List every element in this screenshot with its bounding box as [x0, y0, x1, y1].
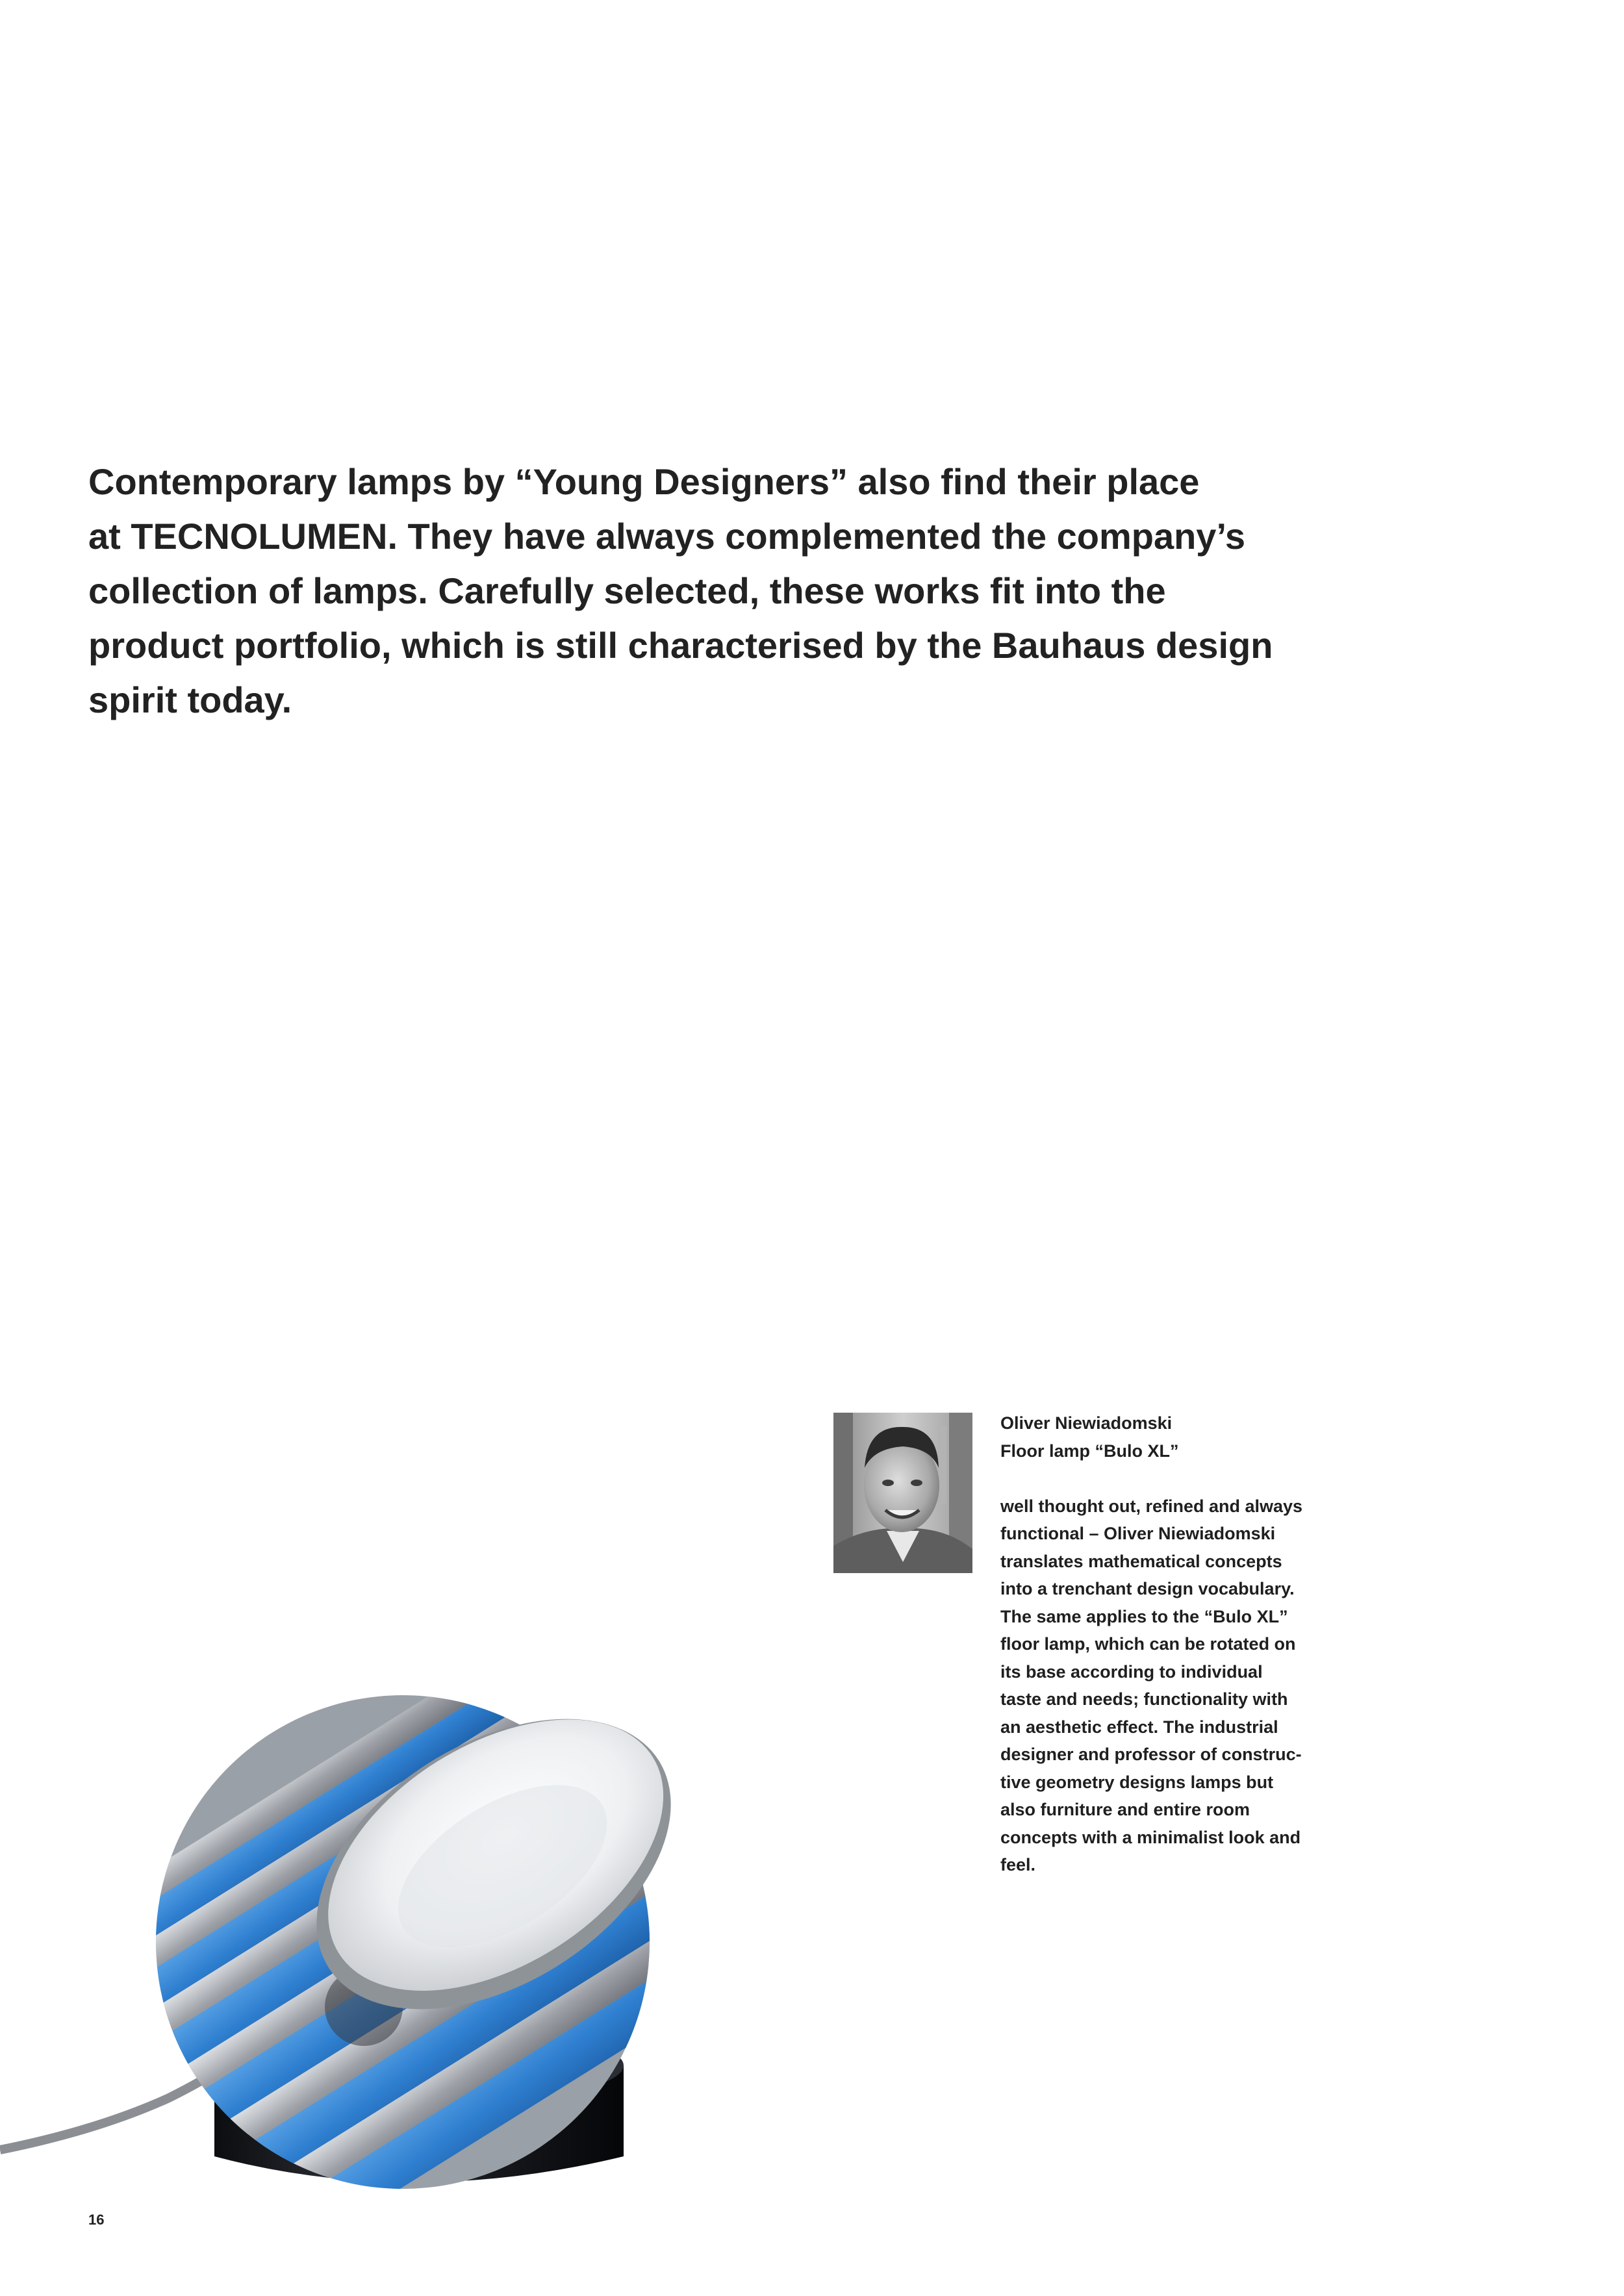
bio-line: The same applies to the “Bulo XL” — [1000, 1606, 1288, 1626]
designer-bio — [1000, 1409, 1325, 1879]
bio-line: functional – Oliver Niewiadomski — [1000, 1524, 1276, 1543]
bio-line: an aesthetic effect. The industrial — [1000, 1717, 1278, 1737]
intro-line: collection of lamps. Carefully selected, these works fit into the — [88, 570, 1166, 611]
designer-portrait-photo — [833, 1413, 972, 1573]
lamp-illustration — [0, 1585, 728, 2228]
intro-line: Contemporary lamps by “Young Designers” also find their place — [88, 461, 1200, 502]
bio-line: concepts with a minimalist look and — [1000, 1827, 1301, 1847]
product-name: Floor lamp “Bulo XL” — [1000, 1441, 1179, 1461]
bio-line: translates mathematical concepts — [1000, 1551, 1282, 1571]
page-number: 16 — [88, 2212, 105, 2228]
intro-line: product portfolio, which is still characterised by the Bauhaus design — [88, 625, 1273, 666]
bio-line: also furniture and entire room — [1000, 1800, 1250, 1819]
bio-line: its base according to individual — [1000, 1661, 1263, 1682]
bio-line: tive geometry designs lamps but — [1000, 1772, 1274, 1792]
bio-line: feel. — [1000, 1855, 1036, 1874]
intro-line: spirit today. — [88, 679, 292, 720]
lamp-cable — [0, 2069, 221, 2150]
bio-line: taste and needs; functionality with — [1000, 1689, 1288, 1709]
bio-spacer — [1000, 1465, 1325, 1493]
bio-line: into a trenchant design vocabulary. — [1000, 1579, 1295, 1598]
bio-line: designer and professor of construc- — [1000, 1745, 1302, 1764]
bulo-xl-lamp-image — [0, 1585, 728, 2228]
bio-line: floor lamp, which can be rotated on — [1000, 1634, 1296, 1654]
designer-portrait — [833, 1413, 972, 1573]
intro-paragraph — [88, 455, 1273, 727]
designer-name: Oliver Niewiadomski — [1000, 1413, 1173, 1433]
intro-line: at TECNOLUMEN. They have always complemented the company’s — [88, 516, 1246, 557]
bio-line: well thought out, refined and always — [1000, 1496, 1303, 1516]
